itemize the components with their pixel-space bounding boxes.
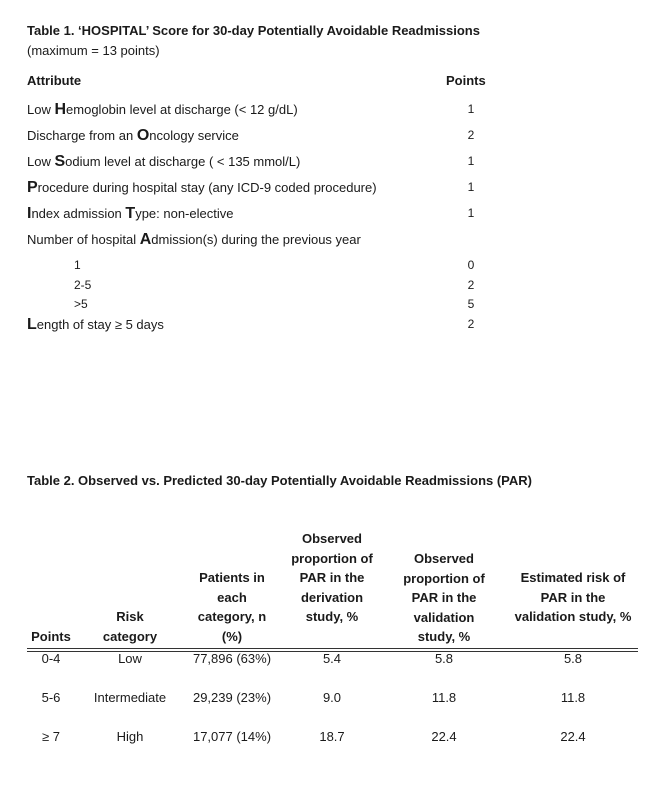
points-value: 2 (467, 317, 475, 331)
header-rule-top (27, 648, 638, 649)
mnemonic-letter: T (125, 205, 136, 222)
cell-patients: 17,077 (14%) (192, 729, 272, 744)
admissions-subcategory: 1 (74, 258, 81, 272)
attribute-suffix: odium level at discharge ( < 135 mmol/L) (65, 154, 301, 169)
attribute-suffix: ndex admission (31, 206, 126, 221)
cell-points: 5-6 (41, 690, 61, 705)
attribute-suffix: rocedure during hospital stay (any ICD-9 coded procedure) (37, 180, 377, 195)
points-value: 2 (467, 128, 475, 142)
points-value: 2 (467, 278, 475, 292)
header-observed-validation: Observed proportion of PAR in the validation study, % (403, 551, 485, 644)
cell-observed-validation: 22.4 (431, 729, 457, 744)
attribute-prefix: Low (27, 154, 55, 169)
attribute-prefix: Discharge from an (27, 128, 137, 143)
admissions-subcategory: 2-5 (74, 278, 92, 292)
header-estimated-risk: Estimated risk of PAR in the validation study, % (514, 570, 632, 624)
points-column-header: Points (446, 73, 486, 88)
attribute-row-admissions (27, 231, 361, 249)
cell-points: ≥ 7 (42, 729, 60, 744)
cell-observed-validation: 5.8 (434, 651, 454, 666)
cell-risk-category: High (116, 729, 144, 744)
attribute-row-sodium (27, 153, 300, 171)
attribute-suffix: ength of stay ≥ 5 days (36, 317, 164, 332)
mnemonic-letter: H (54, 101, 67, 118)
points-value: 0 (467, 258, 475, 272)
cell-estimated-risk: 5.8 (563, 651, 583, 666)
header-points: Points (31, 629, 71, 644)
cell-estimated-risk: 22.4 (560, 729, 586, 744)
points-value: 1 (467, 154, 475, 168)
cell-estimated-risk: 11.8 (560, 690, 586, 705)
mnemonic-letter: L (27, 316, 37, 333)
attribute-prefix: Low (27, 102, 55, 117)
cell-observed-derivation: 9.0 (322, 690, 342, 705)
attribute-suffix: dmission(s) during the previous year (151, 232, 361, 247)
attribute-row-hemoglobin (27, 101, 298, 119)
mnemonic-letter: O (136, 127, 150, 144)
table1-subtitle: (maximum = 13 points) (27, 43, 160, 58)
attribute-row-oncology (27, 127, 239, 145)
mnemonic-letter: P (27, 179, 38, 196)
mnemonic-letter: I (27, 205, 32, 222)
points-value: 1 (467, 206, 475, 220)
cell-observed-validation: 11.8 (431, 690, 457, 705)
cell-patients: 29,239 (23%) (192, 690, 272, 705)
header-observed-derivation: Observed proportion of PAR in the derivation study, % (291, 531, 373, 624)
points-value: 5 (467, 297, 475, 311)
mnemonic-letter: A (139, 231, 152, 248)
table1-title: Table 1. ‘HOSPITAL’ Score for 30-day Potentially Avoidable Readmissions (27, 23, 480, 38)
admissions-subcategory: >5 (74, 297, 88, 311)
header-risk-category: Risk category (102, 609, 158, 644)
cell-observed-derivation: 5.4 (322, 651, 342, 666)
points-value: 1 (467, 102, 475, 116)
attribute-row-procedure (27, 179, 377, 197)
mnemonic-letter: S (54, 153, 66, 170)
attribute-suffix: emoglobin level at discharge (< 12 g/dL) (66, 102, 298, 117)
cell-observed-derivation: 18.7 (319, 729, 345, 744)
points-value: 1 (467, 180, 475, 194)
cell-points: 0-4 (41, 651, 61, 666)
cell-risk-category: Intermediate (93, 690, 167, 705)
header-patients: Patients in each category, n (%) (197, 570, 267, 644)
attribute-row-length-of-stay (27, 316, 164, 334)
cell-patients: 77,896 (63%) (192, 651, 272, 666)
cell-risk-category: Low (118, 651, 142, 666)
attribute-row-index-admission (27, 205, 233, 223)
attribute-suffix: ncology service (149, 128, 239, 143)
attribute-suffix: ype: non-elective (135, 206, 234, 221)
table2-title: Table 2. Observed vs. Predicted 30-day Potentially Avoidable Readmissions (PAR) (27, 473, 532, 488)
attribute-prefix: Number of hospital (27, 232, 140, 247)
attribute-column-header: Attribute (27, 73, 82, 88)
